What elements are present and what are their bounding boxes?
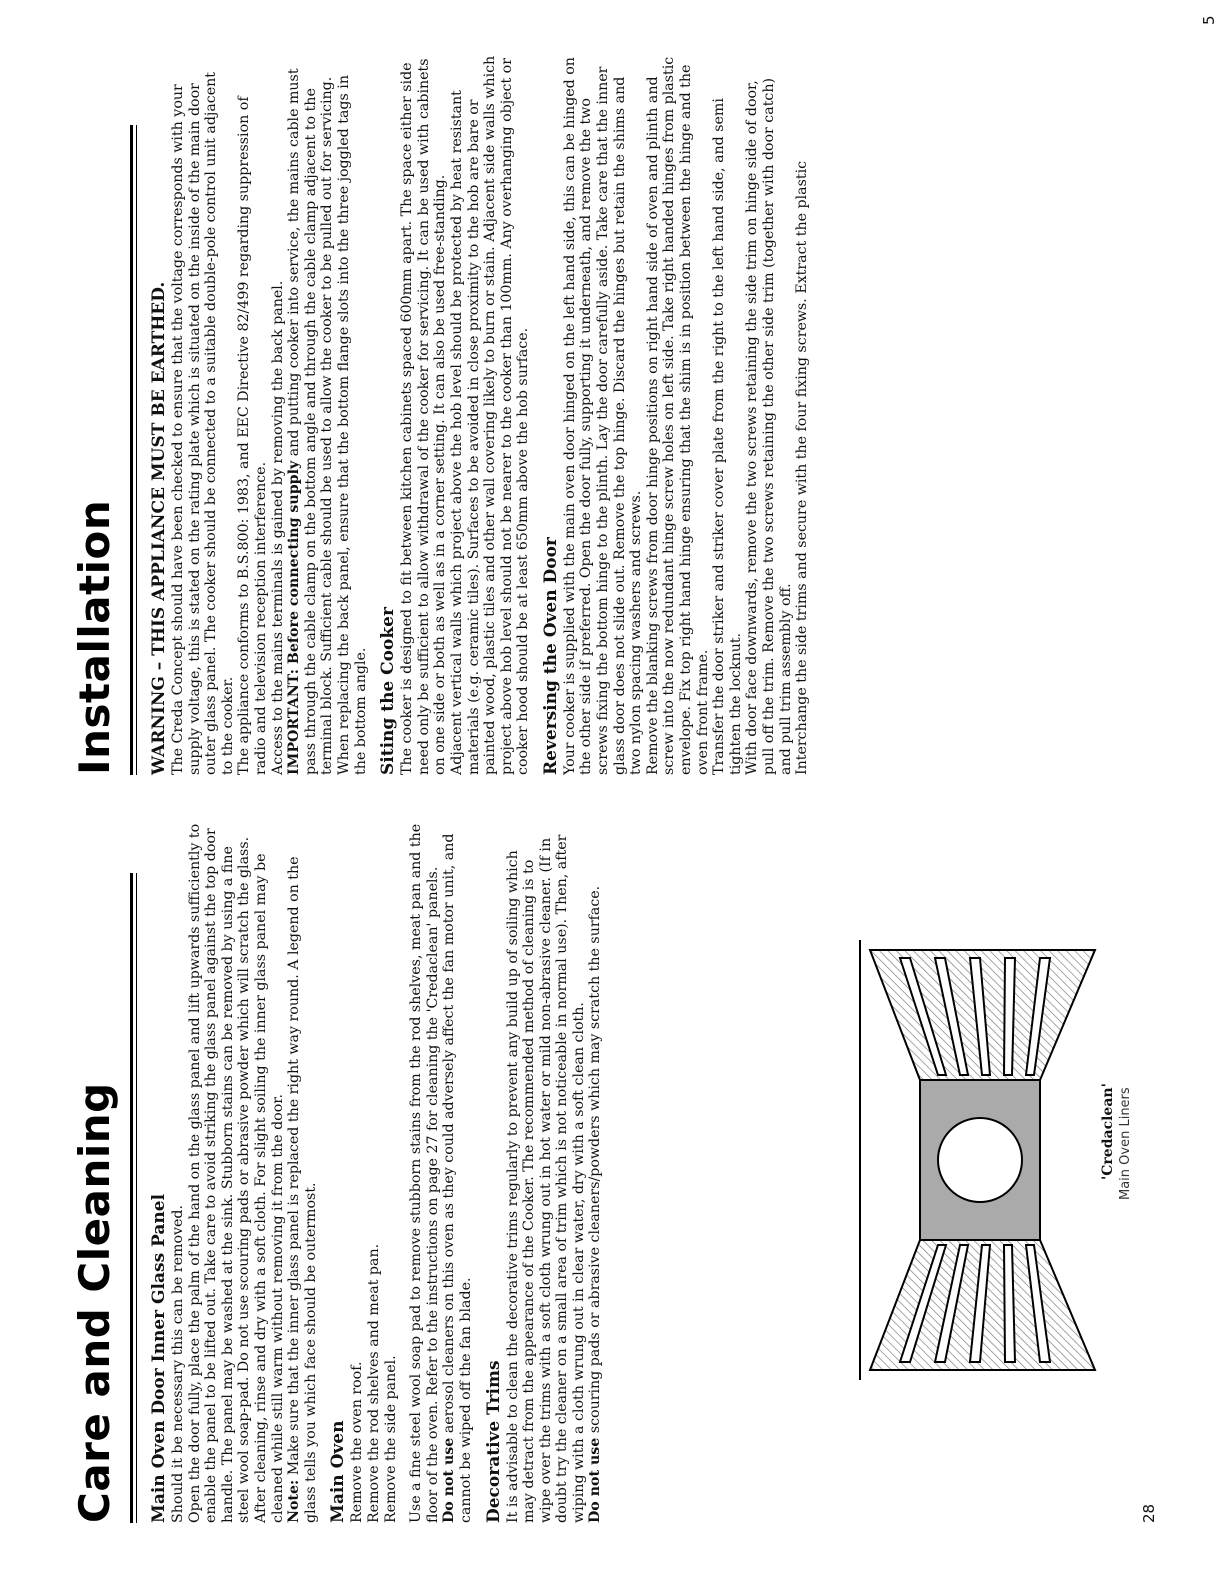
important-paragraph (286, 55, 336, 775)
paragraph: Should it be necessary this can be removed. (170, 1205, 186, 1523)
paragraph: Transfer the door striker and striker cover plate from the right to the left hand side, and semi tighten the locknut. (711, 98, 744, 775)
left-text-column (150, 823, 604, 1523)
section-heading-warning: WARNING – THIS APPLIANCE MUST BE EARTHED. (149, 281, 169, 775)
paragraph: With door face downwards, remove the two screws retaining the side trim on hinge side of door, pull off the trim. Remove the two screws retaining the other side trim (together with door catch) and pull trim assembly off. (744, 77, 794, 775)
figure-caption-title: 'Credaclean' (1100, 1083, 1116, 1180)
paragraph: Remove the oven roof. (349, 1361, 366, 1523)
paragraph: The Creda Concept should have been checked to ensure that the voltage corresponds with your supply voltage, this is stated on the rating plate which is situated on the inside of the main door outer glass panel. The cooker should be connected to a suitable double-pole control unit adjacent to the cooker. (170, 72, 236, 775)
paragraph: Remove the side panel. (382, 1355, 399, 1523)
warning-label: Do not use (441, 1437, 458, 1523)
note-label: Note: (286, 1479, 303, 1523)
paragraph: The cooker is designed to fit between kitchen cabinets spaced 600mm apart. The space either side need only be sufficient to allow withdrawal of the cooker for servicing. It can be used with cabinets on one side or both as well as in a corner setting. It can also be used free-standing. (399, 58, 449, 775)
section-heading-glass-panel: Main Oven Door Inner Glass Panel (149, 1193, 169, 1523)
warning-paragraph (441, 823, 474, 1523)
care-and-cleaning-page-title: Care and Cleaning (70, 1082, 119, 1523)
paragraph: Access to the mains terminals is gained by removing the back panel. (269, 280, 286, 775)
title-rule-left (130, 873, 133, 1523)
title-rule-right (130, 125, 133, 775)
section-heading-reversing-door: Reversing the Oven Door (540, 537, 561, 775)
section-heading-main-oven: Main Oven (328, 1420, 349, 1523)
title-rule-left-thin (136, 873, 137, 1523)
paragraph: Use a fine steel wool soap pad to remove stubborn stains from the rod shelves, meat pan and the floor of the oven. Refer to the instructions on page 27 for cleaning the 'Credaclean' panels. (408, 823, 441, 1523)
warning-text: aerosol cleaners on this oven as they could adversely affect the fan motor unit, and cannot be wiped off the fan blade. (441, 833, 474, 1523)
note-paragraph (286, 823, 319, 1523)
important-text: and putting cooker into service, the mains cable must pass through the cable clamp on the bottom angle and through the cable clamp adjacent to the terminal block. Sufficient cable should be used to allow the cooker to be pulled out for servicing. (286, 68, 336, 775)
paragraph: The appliance conforms to B.S.800: 1983, and EEC Directive 82/499 regarding suppression of radio and television reception interference. (236, 96, 269, 775)
installation-page-title: Installation (70, 499, 119, 775)
oven-liners-illustration (850, 940, 1110, 1380)
page-number-left: 28 (1140, 1503, 1158, 1523)
section-heading-siting: Siting the Cooker (378, 607, 399, 775)
paragraph: Your cooker is supplied with the main oven door hinged on the left hand side, this can be hinged on the other side if preferred. Open the door fully, supporting it underneath, and remove the two screws fixing the bottom hinge to the plinth. Lay the door carefully aside. Take care that the inner glass door does not slide out. Remove the top hinge. Discard the hinges but retain the shims and two nylon spacing washers and screws. (561, 57, 645, 775)
paragraph: Open the door fully, place the palm of the hand on the glass panel and lift upwards sufficiently to enable the panel to be lifted out. Take care to avoid striking the glass panel against the top door handle. The panel may be washed at the sink. Stubborn stains can be removed by using a fine steel wool soap-pad. Do not use scouring pads or abrasive powder which will scratch the glass. After cleaning, rinse and dry with a soft cloth. For slight soiling the inner glass panel may be cleaned while still warm without removing it from the door. (186, 823, 286, 1523)
warning-text: scouring pads or abrasive cleaners/powders which may scratch the surface. (587, 885, 604, 1438)
warning-label: Do not use (587, 1437, 604, 1523)
paragraph: It is advisable to clean the decorative trims regularly to prevent any build up of soiling which may detract from the appearance of the Cooker. The recommended method of cleaning is to wipe over the trims with a soft cloth wrung out in hot water or mild non-abrasive cleaner. (If in doubt try the cleaner on a small area of trim which is not noticeable in normal use). Then, after wiping with a cloth wrung out in clear water, dry with a soft clean cloth. (504, 834, 587, 1523)
paragraph: Remove the blanking screws from door hinge positions on right hand side of oven and plinth and screw into the now redundant hinge screw holes on left side. Take right handed hinges from plastic envelope. Fix top right hand hinge ensuring that the shim is in position between the hinge and the oven front frame. (644, 56, 711, 775)
fan-opening (938, 1118, 1022, 1202)
important-label: IMPORTANT: Before connecting supply (286, 460, 303, 775)
section-heading-decorative-trims: Decorative Trims (483, 1360, 504, 1523)
paragraph: Remove the rod shelves and meat pan. (365, 1243, 382, 1523)
figure-caption-subtitle: Main Oven Liners (1118, 1087, 1133, 1200)
title-rule-right-thin (136, 125, 137, 775)
right-text-column (150, 55, 811, 775)
spacer (399, 823, 408, 1523)
paragraph: Interchange the side trims and secure with the four fixing screws. Extract the plastic (794, 160, 811, 775)
warning-paragraph (587, 823, 604, 1523)
paragraph: Adjacent vertical walls which project above the hob level should be protected by heat resistant materials (e.g. ceramic tiles). Surfaces to be avoided in close proximity to the hob are bare or painted wood, plastic tiles and other wall covering likely to burn or stain. Adjacent side walls which project above hob level should not be nearer to the cooker than 100mm. Any overhanging object or cooker hood should be at least 650mm above the hob surface. (448, 55, 532, 775)
page-number-right: 5 (1200, 15, 1218, 25)
paragraph: When replacing the back panel, ensure that the bottom flange slots into the three joggled tags in the bottom angle. (335, 75, 369, 775)
note-text: Make sure that the inner glass panel is replaced the right way round. A legend on the glass tells you which face should be outermost. (286, 856, 319, 1523)
